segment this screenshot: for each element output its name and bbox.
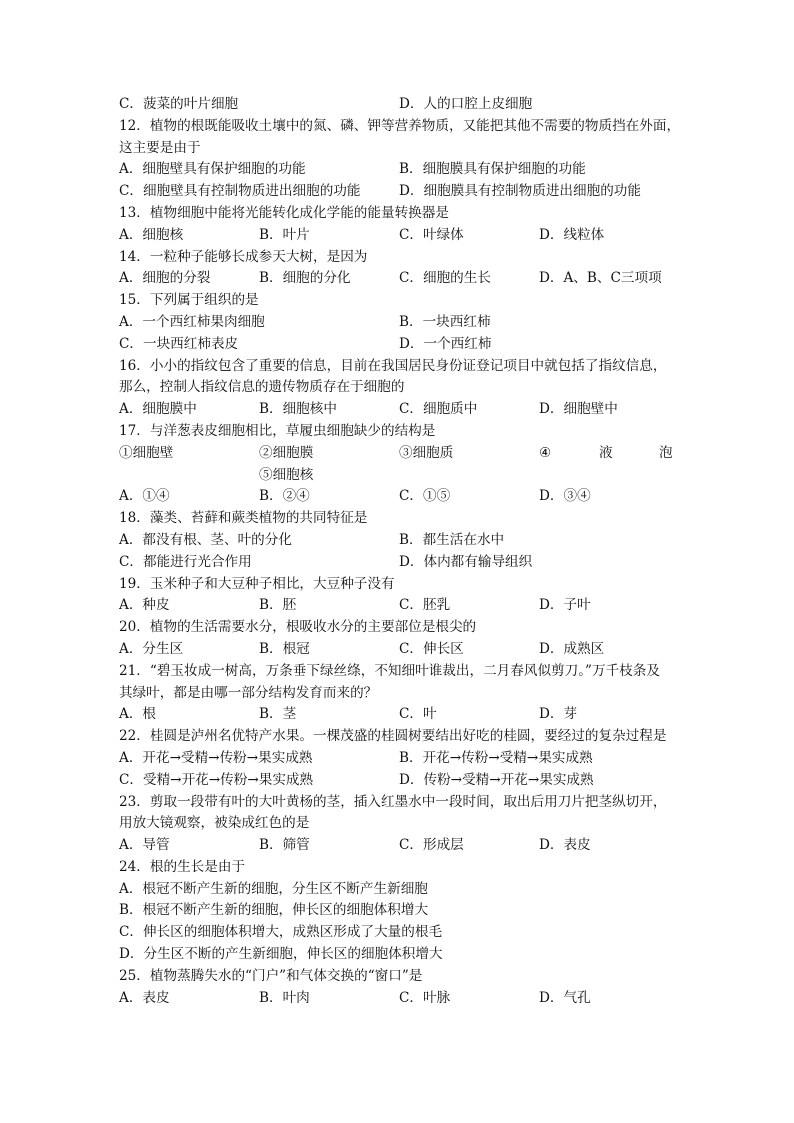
options-row: [119, 770, 679, 792]
answer-option: D．线粒体: [539, 226, 605, 243]
question-text: 用放大镜观察，被染成红色的是: [119, 815, 310, 832]
question-text: 15．下列属于组织的是: [119, 292, 259, 309]
answer-option: C．叶脉: [399, 989, 451, 1006]
question-line: [119, 508, 679, 530]
question-text: 18．藻类、苔藓和蕨类植物的共同特征是: [119, 510, 368, 527]
answer-option: D．细胞壁中: [539, 401, 618, 418]
question-text: 21．“碧玉妆成一树高，万条垂下绿丝绦，不知细叶谁裁出，二月春风似剪刀。”万千枝条及: [119, 662, 660, 679]
options-row: [119, 704, 679, 726]
answer-option: B．细胞膜具有保护细胞的功能: [399, 161, 586, 178]
answer-option: B．都生活在水中: [399, 531, 505, 548]
options-row: [119, 94, 679, 116]
answer-option: D．③④: [539, 488, 591, 505]
options-row: [119, 552, 679, 574]
answer-option: D．传粉→受精→开花→果实成熟: [399, 771, 594, 788]
question-text: 17．与洋葱表皮细胞相比，草履虫细胞缺少的结构是: [119, 422, 436, 439]
question-line: [119, 857, 679, 879]
question-text: 19．玉米种子和大豆种子相比，大豆种子没有: [119, 575, 395, 592]
question-line: [119, 290, 679, 312]
answer-option: C．胚乳: [399, 597, 451, 614]
answer-option: B．一块西红柿: [399, 313, 491, 330]
answer-option: B．细胞的分化: [259, 270, 351, 287]
question-line: [119, 966, 679, 988]
question-text: 25．植物蒸腾失水的“门户”和气体交换的“窗口”是: [119, 967, 423, 984]
answer-option: D．子叶: [539, 597, 591, 614]
question-line: [119, 203, 679, 225]
answer-option: ③细胞质: [399, 444, 454, 461]
options-row: [119, 159, 679, 181]
question-line: [119, 356, 679, 378]
options-row: [119, 465, 679, 487]
question-line: [119, 377, 679, 399]
question-line: [119, 813, 679, 835]
answer-option: D．细胞膜具有控制物质进出细胞的功能: [399, 183, 641, 200]
answer-option: D．成熟区: [539, 640, 605, 657]
question-line: [119, 944, 679, 966]
answer-option: B．筛管: [259, 837, 310, 854]
answer-option: B．胚: [259, 597, 297, 614]
question-text: 20．植物的生活需要水分，根吸收水分的主要部位是根尖的: [119, 619, 477, 636]
options-row: [119, 486, 679, 508]
answer-option: B．茎: [259, 706, 297, 723]
answer-option: A．细胞壁具有保护细胞的功能: [119, 161, 306, 178]
question-text: 13．植物细胞中能将光能转化成化学能的能量转换器是: [119, 204, 449, 221]
answer-option: A．开花→受精→传粉→果实成熟: [119, 749, 313, 766]
question-text: 23．剪取一段带有叶的大叶黄杨的茎，插入红墨水中一段时间，取出后用刀片把茎纵切开，: [119, 793, 667, 810]
question-text: 12．植物的根既能吸收土壤中的氮、磷、钾等营养物质，又能把其他不需要的物质挡在外面，: [119, 117, 681, 134]
answer-option-fragment: 液: [599, 444, 613, 461]
answer-option: B．细胞核中: [259, 401, 337, 418]
answer-option: A．都没有根、茎、叶的分化: [119, 531, 292, 548]
question-line: [119, 421, 679, 443]
question-text: D．分生区不断的产生新细胞，伸长区的细胞体积增大: [119, 946, 443, 963]
answer-option: ①细胞壁: [119, 444, 174, 461]
answer-option: A．分生区: [119, 640, 184, 657]
answer-option: ⑤细胞核: [259, 466, 314, 483]
answer-option-fragment: 泡: [659, 444, 673, 461]
options-row: [119, 225, 679, 247]
answer-option: D．体内都有输导组织: [399, 553, 533, 570]
answer-option: A．导管: [119, 837, 170, 854]
question-text: A．根冠不断产生新的细胞，分生区不断产生新细胞: [119, 880, 428, 897]
answer-option: C．一块西红柿表皮: [119, 335, 239, 352]
answer-option: D．芽: [539, 706, 578, 723]
options-row: [119, 595, 679, 617]
question-line: [119, 726, 679, 748]
question-line: [119, 138, 679, 160]
question-text: 这主要是由于: [119, 139, 201, 156]
answer-option: C．叶绿体: [399, 226, 464, 243]
options-row: [119, 181, 679, 203]
answer-option: ④: [539, 444, 552, 461]
answer-option: C．形成层: [399, 837, 464, 854]
answer-option: D．气孔: [539, 989, 591, 1006]
answer-option: B．叶肉: [259, 989, 310, 1006]
answer-option: D．人的口腔上皮细胞: [399, 96, 533, 112]
question-line: [119, 900, 679, 922]
question-line: [119, 922, 679, 944]
answer-option: A．表皮: [119, 989, 170, 1006]
answer-option: B．②④: [259, 488, 310, 505]
answer-option: D．一个西红柿: [399, 335, 492, 352]
answer-option: ②细胞膜: [259, 444, 314, 461]
question-line: [119, 247, 679, 269]
options-row: [119, 443, 679, 465]
question-line: [119, 879, 679, 901]
options-row: [119, 530, 679, 552]
options-row: [119, 268, 679, 290]
answer-option: A．①④: [119, 488, 170, 505]
answer-option: C．菠菜的叶片细胞: [119, 96, 239, 112]
question-text: 16．小小的指纹包含了重要的信息，目前在我国居民身份证登记项目中就包括了指纹信息，: [119, 357, 667, 374]
question-line: [119, 683, 679, 705]
answer-option: B．叶片: [259, 226, 310, 243]
answer-option: D．A、B、C三项项: [539, 270, 662, 287]
question-text: 那么，控制人指纹信息的遗传物质存在于细胞的: [119, 379, 405, 396]
options-row: [119, 748, 679, 770]
answer-option: A．细胞的分裂: [119, 270, 211, 287]
answer-option: B．根冠: [259, 640, 310, 657]
answer-option: A．一个西红柿果肉细胞: [119, 313, 265, 330]
question-text: 14．一粒种子能够长成参天大树，是因为: [119, 248, 368, 265]
options-row: [119, 334, 679, 356]
question-text: B．根冠不断产生新的细胞，伸长区的细胞体积增大: [119, 902, 429, 919]
answer-option: A．细胞膜中: [119, 401, 197, 418]
question-line: [119, 574, 679, 596]
answer-option: C．都能进行光合作用: [119, 553, 252, 570]
answer-option: D．表皮: [539, 837, 591, 854]
answer-option: C．细胞质中: [399, 401, 478, 418]
options-row: [119, 988, 679, 1010]
answer-option: B．开花→传粉→受精→果实成熟: [399, 749, 593, 766]
question-line: [119, 617, 679, 639]
options-row: [119, 312, 679, 334]
question-text: C．伸长区的细胞体积增大，成熟区形成了大量的根毛: [119, 924, 443, 941]
answer-option: C．伸长区: [399, 640, 464, 657]
question-text: 22．桂圆是泸州名优特产水果。一棵茂盛的桂圆树要结出好吃的桂圆，要经过的复杂过程是: [119, 728, 667, 745]
options-row: [119, 639, 679, 661]
answer-option: C．受精→开花→传粉→果实成熟: [119, 771, 314, 788]
answer-option: C．叶: [399, 706, 437, 723]
question-line: [119, 792, 679, 814]
options-row: [119, 399, 679, 421]
question-line: [119, 661, 679, 683]
question-text: 其绿叶，都是由哪一部分结构发育而来的？: [119, 684, 378, 701]
answer-option: A．细胞核: [119, 226, 184, 243]
options-row: [119, 835, 679, 857]
question-line: [119, 116, 679, 138]
answer-option: A．种皮: [119, 597, 170, 614]
answer-option: C．细胞壁具有控制物质进出细胞的功能: [119, 183, 361, 200]
question-text: 24．根的生长是由于: [119, 858, 246, 875]
answer-option: A．根: [119, 706, 157, 723]
question-list: [119, 94, 679, 1009]
answer-option: C．①⑤: [399, 488, 451, 505]
answer-option: C．细胞的生长: [399, 270, 491, 287]
